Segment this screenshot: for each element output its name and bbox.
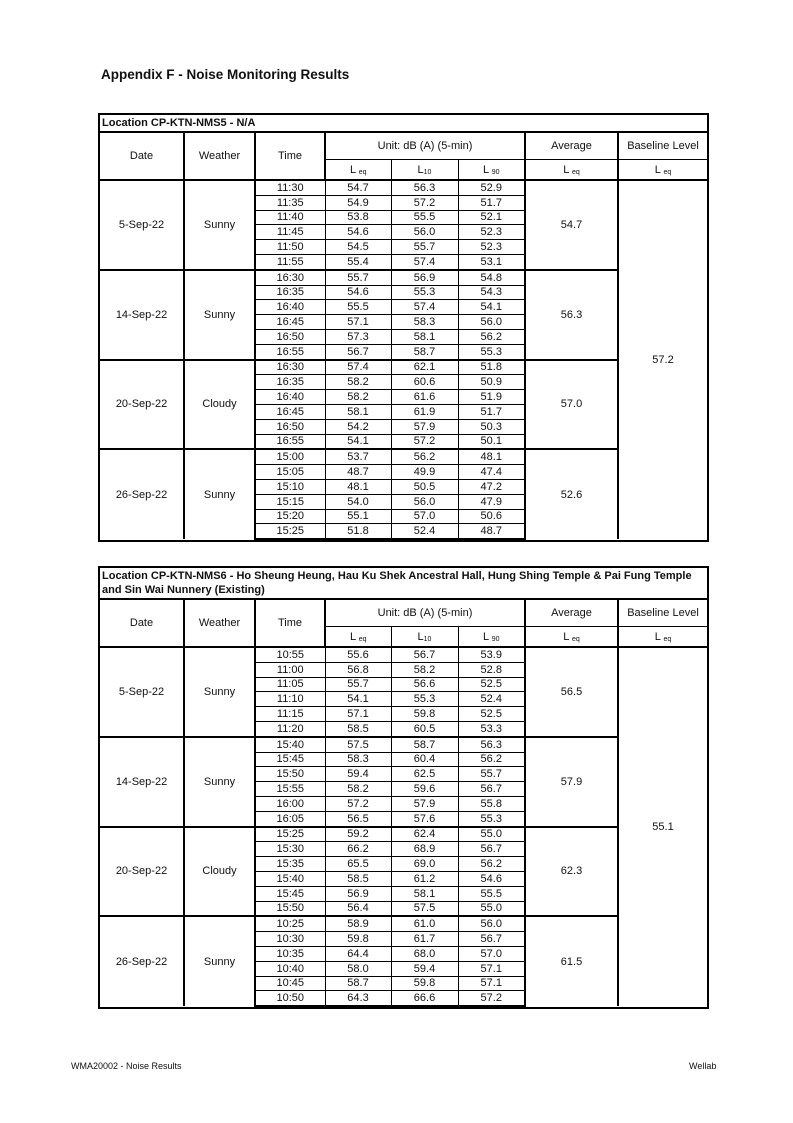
l90-cell: 53.1 [458, 254, 525, 269]
leq-label: L [349, 163, 356, 176]
l90-label: L [482, 630, 489, 643]
time-cell: 16:50 [255, 329, 325, 344]
time-cell: 16:55 [255, 344, 325, 359]
l90-cell: 53.9 [458, 647, 525, 662]
l10-cell: 66.6 [391, 991, 458, 1006]
header-time: Time [255, 133, 325, 180]
leq-cell: 58.2 [325, 782, 391, 797]
leq-cell: 56.7 [325, 344, 391, 359]
time-cell: 10:45 [255, 976, 325, 991]
leq-cell: 57.1 [325, 315, 391, 330]
leq-cell: 56.8 [325, 662, 391, 677]
time-cell: 16:50 [255, 419, 325, 434]
l90-cell: 55.0 [458, 901, 525, 916]
time-cell: 11:00 [255, 662, 325, 677]
time-cell: 10:35 [255, 946, 325, 961]
leq-cell: 57.1 [325, 707, 391, 722]
l90-cell: 50.1 [458, 434, 525, 449]
weather-cell: Sunny [184, 180, 255, 270]
leq-cell: 55.1 [325, 509, 391, 524]
time-cell: 10:55 [255, 647, 325, 662]
l90-cell: 57.2 [458, 991, 525, 1006]
location-title: Location CP-KTN-NMS5 - N/A [100, 115, 707, 133]
l90-cell: 52.4 [458, 692, 525, 707]
time-cell: 16:30 [255, 360, 325, 375]
leq-label: L [563, 630, 569, 643]
l90-cell: 47.4 [458, 465, 525, 480]
time-cell: 11:35 [255, 195, 325, 210]
l90-cell: 55.3 [458, 344, 525, 359]
leq-cell: 54.9 [325, 195, 391, 210]
time-cell: 15:55 [255, 782, 325, 797]
leq-cell: 57.3 [325, 329, 391, 344]
leq-label: L [563, 163, 569, 176]
l10-cell: 58.1 [391, 329, 458, 344]
leq-cell: 54.6 [325, 285, 391, 300]
header-weather: Weather [184, 600, 255, 647]
l90-cell: 52.3 [458, 225, 525, 240]
l10-cell: 58.7 [391, 737, 458, 752]
table-row [100, 360, 707, 375]
location-title: Location CP-KTN-NMS6 - Ho Sheung Heung, Hau Ku Shek Ancestral Hall, Hung Shing Temple & Pai Fung Temple and Sin Wai Nunnery (Existing) [100, 568, 707, 600]
leq-cell: 56.5 [325, 811, 391, 826]
l90-cell: 54.3 [458, 285, 525, 300]
leq-cell: 58.5 [325, 721, 391, 736]
l90-cell: 56.2 [458, 857, 525, 872]
l90-cell: 57.1 [458, 961, 525, 976]
time-cell: 11:40 [255, 210, 325, 225]
date-cell: 26-Sep-22 [100, 916, 184, 1006]
header-average: Average [525, 133, 618, 160]
leq-subscript: eq [358, 168, 367, 176]
l10-cell: 57.4 [391, 300, 458, 315]
l10-cell: 61.0 [391, 916, 458, 931]
l10-cell: 59.8 [391, 976, 458, 991]
time-cell: 10:40 [255, 961, 325, 976]
leq-cell: 55.7 [325, 270, 391, 285]
header-time: Time [255, 600, 325, 647]
leq-cell: 58.9 [325, 916, 391, 931]
l90-cell: 56.0 [458, 315, 525, 330]
leq-cell: 57.2 [325, 796, 391, 811]
average-cell: 54.7 [525, 180, 618, 270]
l10-cell: 55.7 [391, 240, 458, 255]
average-cell: 57.0 [525, 360, 618, 450]
time-cell: 16:40 [255, 300, 325, 315]
l10-cell: 57.6 [391, 811, 458, 826]
l10-cell: 56.0 [391, 225, 458, 240]
date-cell: 5-Sep-22 [100, 180, 184, 270]
l10-cell: 68.9 [391, 842, 458, 857]
l10-cell: 60.6 [391, 375, 458, 390]
leq-cell: 59.4 [325, 767, 391, 782]
leq-cell: 56.9 [325, 886, 391, 901]
leq-cell: 58.1 [325, 404, 391, 419]
header-l90 [458, 160, 525, 181]
table-row [100, 916, 707, 931]
header-leq [325, 160, 391, 181]
time-cell: 10:30 [255, 932, 325, 947]
l90-cell: 56.2 [458, 329, 525, 344]
l90-cell: 50.6 [458, 509, 525, 524]
time-cell: 16:00 [255, 796, 325, 811]
l10-cell: 62.4 [391, 827, 458, 842]
l90-cell: 50.3 [458, 419, 525, 434]
baseline-cell: 55.1 [652, 821, 674, 834]
l10-cell: 58.2 [391, 662, 458, 677]
time-cell: 15:50 [255, 901, 325, 916]
l90-cell: 52.8 [458, 662, 525, 677]
l10-cell: 55.5 [391, 210, 458, 225]
l90-cell: 52.5 [458, 677, 525, 692]
weather-cell: Sunny [184, 916, 255, 1006]
l10-label: L [417, 630, 424, 643]
l10-cell: 69.0 [391, 857, 458, 872]
l90-cell: 51.8 [458, 360, 525, 375]
header-l10 [391, 160, 458, 181]
date-cell: 14-Sep-22 [100, 737, 184, 827]
l90-cell: 56.0 [458, 916, 525, 931]
header-baseline: Baseline Level [618, 600, 707, 627]
leq-cell: 58.7 [325, 976, 391, 991]
time-cell: 15:40 [255, 737, 325, 752]
l90-cell: 57.1 [458, 976, 525, 991]
l10-cell: 58.3 [391, 315, 458, 330]
average-cell: 57.9 [525, 737, 618, 827]
table-row [100, 647, 707, 662]
time-cell: 11:05 [255, 677, 325, 692]
l10-label: L [417, 163, 424, 176]
time-cell: 16:05 [255, 811, 325, 826]
l90-cell: 52.3 [458, 240, 525, 255]
page-title: Appendix F - Noise Monitoring Results [101, 67, 350, 82]
leq-subscript: eq [571, 635, 580, 643]
leq-cell: 66.2 [325, 842, 391, 857]
time-cell: 15:20 [255, 509, 325, 524]
time-cell: 16:35 [255, 375, 325, 390]
time-cell: 16:55 [255, 434, 325, 449]
date-cell: 20-Sep-22 [100, 360, 184, 450]
l10-cell: 60.5 [391, 721, 458, 736]
header-baseline-leq [618, 627, 707, 648]
table-row [100, 449, 707, 464]
l90-cell: 56.7 [458, 782, 525, 797]
leq-cell: 48.1 [325, 479, 391, 494]
weather-cell: Cloudy [184, 827, 255, 917]
time-cell: 11:30 [255, 180, 325, 195]
header-average-leq [525, 627, 618, 648]
time-cell: 15:10 [255, 479, 325, 494]
l90-cell: 56.7 [458, 932, 525, 947]
leq-cell: 54.5 [325, 240, 391, 255]
time-cell: 15:30 [255, 842, 325, 857]
header-baseline: Baseline Level [618, 133, 707, 160]
l90-cell: 55.0 [458, 827, 525, 842]
time-cell: 15:35 [255, 857, 325, 872]
time-cell: 15:25 [255, 827, 325, 842]
l10-cell: 57.5 [391, 901, 458, 916]
leq-subscript: eq [663, 168, 672, 176]
leq-cell: 54.6 [325, 225, 391, 240]
l90-cell: 56.2 [458, 752, 525, 767]
leq-subscript: eq [358, 635, 367, 643]
time-cell: 16:35 [255, 285, 325, 300]
leq-cell: 48.7 [325, 465, 391, 480]
l90-cell: 55.5 [458, 886, 525, 901]
l90-cell: 51.9 [458, 390, 525, 405]
weather-cell: Sunny [184, 449, 255, 539]
l90-cell: 54.8 [458, 270, 525, 285]
leq-label: L [654, 163, 661, 176]
leq-cell: 55.7 [325, 677, 391, 692]
leq-cell: 54.2 [325, 419, 391, 434]
time-cell: 16:40 [255, 390, 325, 405]
l90-cell: 47.2 [458, 479, 525, 494]
l90-cell: 56.7 [458, 842, 525, 857]
time-cell: 15:45 [255, 886, 325, 901]
time-cell: 16:45 [255, 315, 325, 330]
l10-cell: 50.5 [391, 479, 458, 494]
weather-cell: Cloudy [184, 360, 255, 450]
l90-cell: 55.7 [458, 767, 525, 782]
leq-cell: 58.3 [325, 752, 391, 767]
l10-cell: 61.6 [391, 390, 458, 405]
average-cell: 61.5 [525, 916, 618, 1006]
time-cell: 15:45 [255, 752, 325, 767]
time-cell: 15:50 [255, 767, 325, 782]
l10-cell: 56.2 [391, 449, 458, 464]
date-cell: 14-Sep-22 [100, 270, 184, 360]
time-cell: 11:45 [255, 225, 325, 240]
leq-subscript: eq [571, 168, 580, 176]
time-cell: 11:50 [255, 240, 325, 255]
l10-cell: 56.0 [391, 494, 458, 509]
l10-cell: 49.9 [391, 465, 458, 480]
leq-cell: 59.2 [325, 827, 391, 842]
l90-subscript: 90 [491, 168, 500, 176]
time-cell: 15:00 [255, 449, 325, 464]
l90-cell: 53.3 [458, 721, 525, 736]
time-cell: 15:40 [255, 871, 325, 886]
l90-cell: 55.8 [458, 796, 525, 811]
time-cell: 15:15 [255, 494, 325, 509]
l10-cell: 58.1 [391, 886, 458, 901]
l10-cell: 58.7 [391, 344, 458, 359]
l90-cell: 52.9 [458, 180, 525, 195]
l10-cell: 55.3 [391, 692, 458, 707]
time-cell: 16:45 [255, 404, 325, 419]
time-cell: 10:25 [255, 916, 325, 931]
l10-cell: 57.4 [391, 254, 458, 269]
l90-cell: 52.5 [458, 707, 525, 722]
leq-label: L [654, 630, 661, 643]
weather-cell: Sunny [184, 270, 255, 360]
header-average: Average [525, 600, 618, 627]
leq-cell: 55.4 [325, 254, 391, 269]
l10-cell: 57.9 [391, 419, 458, 434]
l10-cell: 59.4 [391, 961, 458, 976]
average-cell: 56.3 [525, 270, 618, 360]
l10-cell: 59.8 [391, 707, 458, 722]
l90-cell: 57.0 [458, 946, 525, 961]
time-cell: 15:25 [255, 524, 325, 539]
time-cell: 10:50 [255, 991, 325, 1006]
time-cell: 11:15 [255, 707, 325, 722]
l10-cell: 68.0 [391, 946, 458, 961]
leq-cell: 51.8 [325, 524, 391, 539]
leq-subscript: eq [663, 635, 672, 643]
header-l90 [458, 627, 525, 648]
l90-cell: 48.7 [458, 524, 525, 539]
leq-cell: 55.6 [325, 647, 391, 662]
time-cell: 15:05 [255, 465, 325, 480]
leq-cell: 59.8 [325, 932, 391, 947]
l10-cell: 56.9 [391, 270, 458, 285]
time-cell: 11:55 [255, 254, 325, 269]
l10-cell: 55.3 [391, 285, 458, 300]
leq-cell: 53.7 [325, 449, 391, 464]
l10-cell: 57.2 [391, 434, 458, 449]
l90-label: L [482, 163, 489, 176]
footer-company: Wellab [689, 1061, 717, 1071]
l10-cell: 61.2 [391, 871, 458, 886]
results-grid [100, 600, 707, 1007]
leq-cell: 54.1 [325, 692, 391, 707]
results-grid [100, 133, 707, 540]
date-cell: 5-Sep-22 [100, 647, 184, 737]
l10-subscript: 10 [423, 168, 432, 176]
leq-cell: 55.5 [325, 300, 391, 315]
leq-cell: 58.2 [325, 390, 391, 405]
l10-cell: 56.6 [391, 677, 458, 692]
l90-cell: 54.1 [458, 300, 525, 315]
footer-document-ref: WMA20002 - Noise Results [71, 1061, 182, 1071]
header-average-leq [525, 160, 618, 181]
noise-table-nms5 [98, 113, 709, 542]
time-cell: 16:30 [255, 270, 325, 285]
l10-cell: 57.0 [391, 509, 458, 524]
header-date: Date [100, 600, 184, 647]
l10-cell: 57.9 [391, 796, 458, 811]
leq-cell: 56.4 [325, 901, 391, 916]
l10-cell: 52.4 [391, 524, 458, 539]
l90-cell: 51.7 [458, 195, 525, 210]
l10-cell: 61.9 [391, 404, 458, 419]
time-cell: 11:10 [255, 692, 325, 707]
leq-cell: 58.5 [325, 871, 391, 886]
leq-cell: 54.0 [325, 494, 391, 509]
l90-cell: 48.1 [458, 449, 525, 464]
table-row [100, 270, 707, 285]
header-leq [325, 627, 391, 648]
leq-cell: 54.7 [325, 180, 391, 195]
leq-cell: 57.5 [325, 737, 391, 752]
l10-cell: 56.3 [391, 180, 458, 195]
header-unit: Unit: dB (A) (5-min) [325, 600, 525, 627]
weather-cell: Sunny [184, 647, 255, 737]
l10-subscript: 10 [423, 635, 432, 643]
weather-cell: Sunny [184, 737, 255, 827]
table-row [100, 827, 707, 842]
l90-cell: 47.9 [458, 494, 525, 509]
time-cell: 11:20 [255, 721, 325, 736]
leq-cell: 53.8 [325, 210, 391, 225]
l10-cell: 59.6 [391, 782, 458, 797]
l90-subscript: 90 [491, 635, 500, 643]
l10-cell: 62.5 [391, 767, 458, 782]
l90-cell: 51.7 [458, 404, 525, 419]
leq-cell: 58.2 [325, 375, 391, 390]
l90-cell: 54.6 [458, 871, 525, 886]
l90-cell: 52.1 [458, 210, 525, 225]
leq-cell: 54.1 [325, 434, 391, 449]
l10-cell: 56.7 [391, 647, 458, 662]
average-cell: 62.3 [525, 827, 618, 917]
header-unit: Unit: dB (A) (5-min) [325, 133, 525, 160]
leq-cell: 64.3 [325, 991, 391, 1006]
leq-cell: 57.4 [325, 360, 391, 375]
leq-cell: 64.4 [325, 946, 391, 961]
header-weather: Weather [184, 133, 255, 180]
l90-cell: 50.9 [458, 375, 525, 390]
l90-cell: 56.3 [458, 737, 525, 752]
l10-cell: 62.1 [391, 360, 458, 375]
average-cell: 56.5 [525, 647, 618, 737]
leq-label: L [349, 630, 356, 643]
baseline-cell: 57.2 [652, 354, 674, 367]
header-baseline-leq [618, 160, 707, 181]
l90-cell: 55.3 [458, 811, 525, 826]
l10-cell: 57.2 [391, 195, 458, 210]
leq-cell: 65.5 [325, 857, 391, 872]
header-date: Date [100, 133, 184, 180]
l10-cell: 60.4 [391, 752, 458, 767]
table-row [100, 737, 707, 752]
table-row [100, 180, 707, 195]
average-cell: 52.6 [525, 449, 618, 539]
header-l10 [391, 627, 458, 648]
l10-cell: 61.7 [391, 932, 458, 947]
leq-cell: 58.0 [325, 961, 391, 976]
date-cell: 20-Sep-22 [100, 827, 184, 917]
date-cell: 26-Sep-22 [100, 449, 184, 539]
noise-table-nms6 [98, 566, 709, 1009]
